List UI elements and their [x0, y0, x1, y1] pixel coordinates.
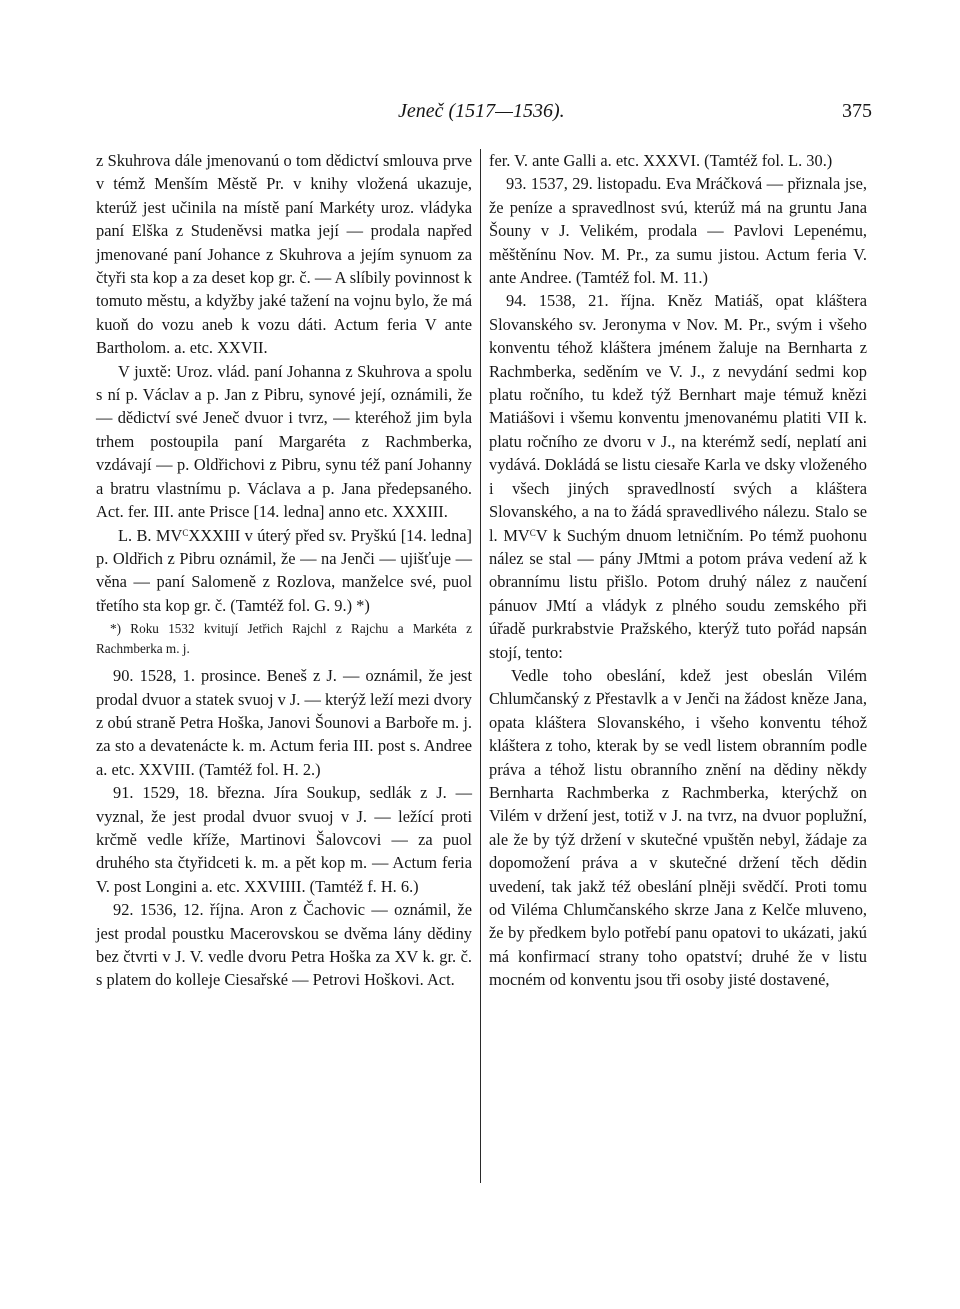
- page-header: [96, 100, 872, 130]
- running-head: Jeneč (1517—1536).: [398, 100, 565, 122]
- record-entry: 91. 1529, 18. března. Jíra Soukup, sedlák z J. — vyznal, že jest prodal dvuor svuoj v J. — ležící proti krčmě vedle kříže, Martinovi Šalovcovi — za puol druhého sta čtyřidceti k. m. a pět kop m. — Actum feria V. post Longini a. etc. XXVIIII. (Tamtéž f. H. 6.): [96, 783, 472, 896]
- text-run: V k Suchým dnuom letničním. Po témž puohonu nález se stal — pány JMtmi a potom práva vedení až k obrannímu listu přišlo. Potom druhý nález z naučení pánuov JMtí a vládyk z plného soudu zemského při úřadě purkrabstvie Pražského, kterýž tuto pořád napsán stojí, tento:: [489, 525, 867, 662]
- text-run: XXXIII v úterý před sv. Pryškú [14. ledna] p. Oldřich z Pibru oznámil, že — na Jenči — ujišťuje — věna — paní Salomeně z Rozlova, manželce své, puol třetího sta kop gr. č. (Tamtéž fol. G. 9.) *): [96, 525, 473, 615]
- paragraph: [96, 524, 472, 618]
- record-entry: 93. 1537, 29. listopadu. Eva Mráčková — přiznala jse, že peníze a spravedlnost svú, kterúž má na gruntu Jana Šouny v J. Velikém, prodala — Pavlovi Lepenému, měštěnínu Nov. M. Pr., za sumu jistou. Actum feria V. ante Andree. (Tamtéž fol. M. 11.): [489, 174, 867, 288]
- record-entry: 92. 1536, 12. října. Aron z Čachovic — oznámil, že jest prodal poustku Macerovskou se dvěma lány dědiny bez čtvrti v J. V. vedle dvoru Petra Hoška za XV k. gr. č. s platem do kolleje Ciesařské — Petrovi Hoškovi. Act.: [96, 900, 472, 990]
- left-column: [96, 149, 472, 992]
- superscript: C: [529, 527, 536, 538]
- page-number: 375: [842, 100, 872, 122]
- column-divider: [480, 149, 481, 1183]
- superscript: C: [182, 527, 189, 538]
- right-column: [489, 149, 867, 992]
- paragraph: fer. V. ante Galli a. etc. XXXVI. (Tamtéž fol. L. 30.): [489, 151, 833, 170]
- footnote: *) Roku 1532 kvitují Jetřich Rajchl z Rajchu a Markéta z Rachmberka m. j.: [96, 621, 472, 656]
- paragraph: V juxtě: Uroz. vlád. paní Johanna z Skuhrova a spolu s ní p. Václav a p. Jan z Pibru, synové její, oznámili, že — dědictví své Jeneč dvuor i tvrz, — kteréhož jim byla trhem postoupila paní Margaréta z Rachmberka, vzdávají — p. Oldřichovi z Pibru, synu též paní Johanny a bratru vlastnímu p. Václava a p. Jana předepsaného. Act. fer. III. ante Prisce [14. ledna] anno etc. XXXIII.: [96, 361, 472, 522]
- paragraph: Vedle toho obeslání, kdež jest obeslán Vilém Chlumčanský z Přestavlk a v Jenči na žádost kněze Jana, opata kláštera Slovanského, i všeho konventu téhož kláštera z toho, kterak by se vedl listem obranním podle práva a téhož listu obranního znění na dědiny někdy Bernharta Rachmberka z Rachmberka, kterýchž on Vilém v držení jest, totiž v J. na tvrz, na dvuor poplužní, ale že by týž držení v skutečné vpuštěn nebyl, žádaje za dopomožení práva a v skutečné držení těch dědin uvedení, tak jakž též obeslání plněji svědčí. Proti tomu od Viléma Chlumčanského skrze Jana z Kelče mluveno, že by předkem bylo potřebí panu opatovi to ukázati, jakú má konfirmací strany toho opatství; druhé že v listu mocném od konventu jsou tři osoby jisté dostavené,: [489, 665, 867, 990]
- text-run: L. B. MV: [118, 525, 183, 545]
- text-run: 94. 1538, 21. října. Kněz Matiáš, opat kláštera Slovanského sv. Jeronyma v Nov. M. Pr., svým i všeho konventu téhož kláštera jménem žaluje na Bernharta z Rachmberka, seděním ve V. J., z nevydání sedmi kop platu ročního, tu kdež týž Bernhart maje témuž knězi Matiášovi i všemu konventu jmenovanému platiti VII k. platu ročního ze dvoru v J., na kterémž sedí, neplatí ani vydává. Dokládá se listu ciesaře Karla ve dsky vloženého i všech jiných spravedlností svých a kláštera Slovanského, a na to žádá spravedlivého nálezu. Stalo se l. MV: [489, 291, 867, 545]
- record-entry: 90. 1528, 1. prosince. Beneš z J. — oznámil, že jest prodal dvuor a statek svuoj v J. — kterýž leží mezi dvory z obú straně Petra Hoška, Janovi Šounovi a Barboře m. j. za sto a devatenácte k. m. Actum feria III. post s. Andree a. etc. XXVIII. (Tamtéž fol. H. 2.): [96, 666, 472, 779]
- paragraph: z Skuhrova dále jmenovanú o tom dědictví smlouva prve v témž Menším Městě Pr. v knihy vložená ukazuje, kterúž jest učinila na místě paní Markéty uroz. vládyka paní Elška z Studeněvsi matka její — prodala napřed jmenované paní Johance z Skuhrova a jejím synuom za čtyři sta kop a za deset kop gr. č. — A slíbily povinnost k tomuto městu, a kdyžby jaké tažení na vojnu bylo, že má kuoň do vozu aneb k vozu dáti. Actum feria V ante Bartholom. a. etc. XXVII.: [96, 151, 472, 358]
- record-entry: [489, 289, 867, 664]
